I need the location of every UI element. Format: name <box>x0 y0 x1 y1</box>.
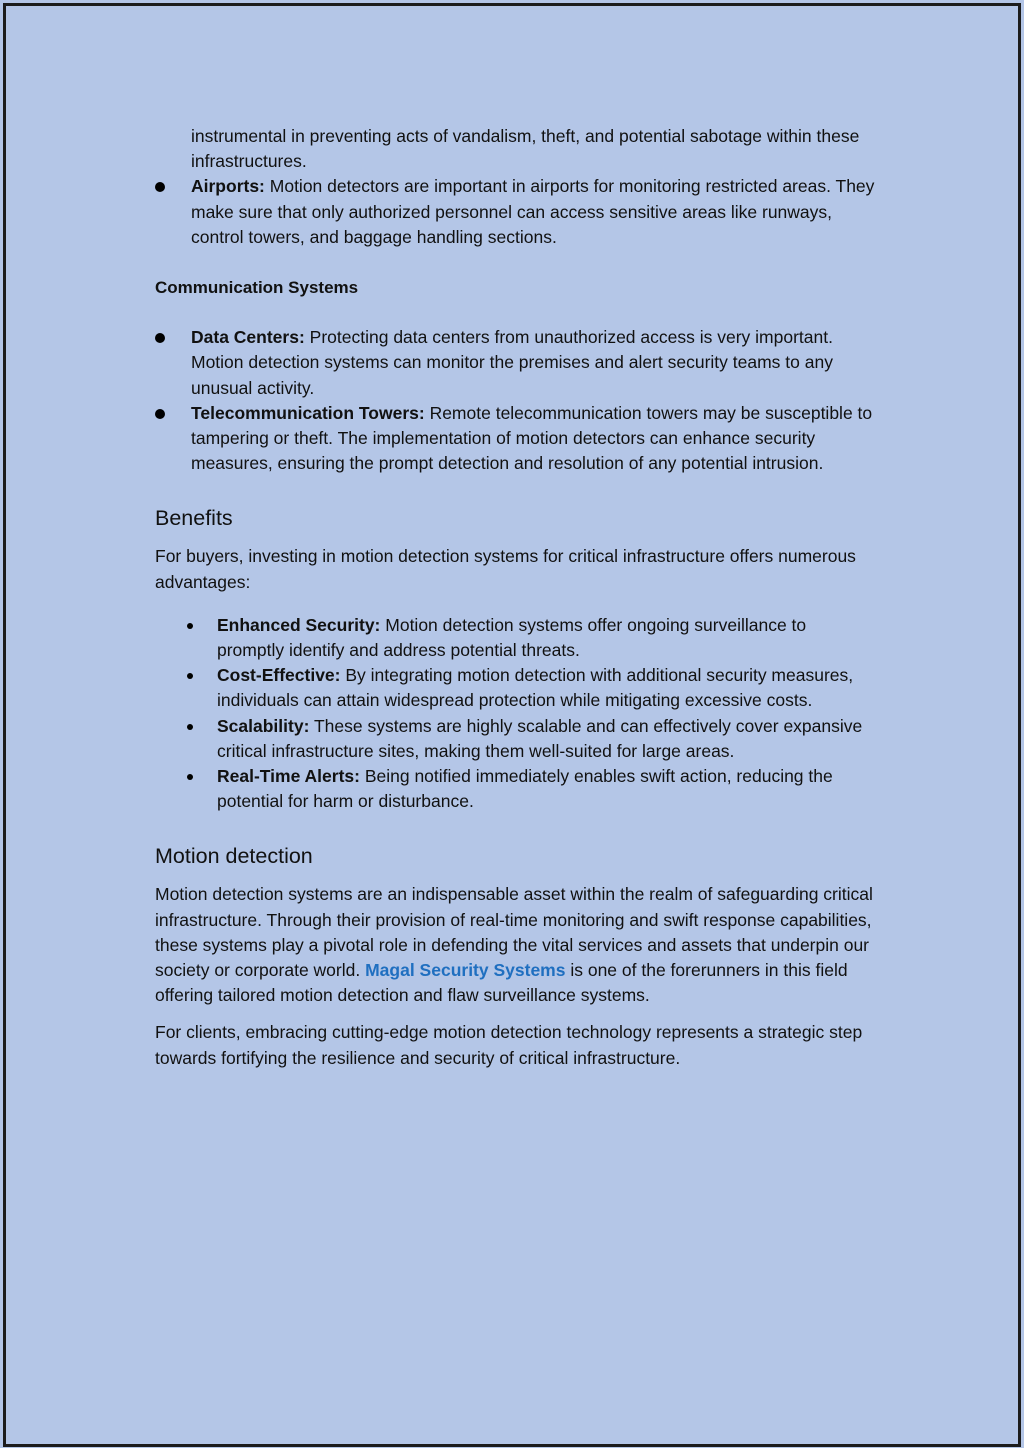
item-text: Protecting data centers from unauthorized access is very important. Motion detection systems can monitor the premises and alert security teams to any unusual activity. <box>191 327 833 398</box>
transport-list <box>155 174 877 250</box>
benefits-intro: For buyers, investing in motion detection systems for critical infrastructure offers numerous advantages: <box>155 546 856 592</box>
bullet-icon <box>187 774 193 780</box>
benefits-heading: Benefits <box>155 506 233 531</box>
motion-detection-heading: Motion detection <box>155 844 313 869</box>
magal-link[interactable]: Magal Security Systems <box>365 960 566 981</box>
item-term: Cost-Effective: <box>217 665 341 686</box>
item-term: Scalability: <box>217 715 310 736</box>
bullet-icon <box>155 333 165 343</box>
bullet-icon <box>187 724 193 730</box>
item-term: Enhanced Security: <box>217 614 381 635</box>
bullet-icon <box>155 409 165 419</box>
benefits-list <box>155 613 877 815</box>
motion-text-before-link: Motion detection systems are an indispensable asset within the realm of safeguarding critical infrastructure. Through their provision of real-time monitoring and swift response capabilities, these systems play a pivotal role in defending the vital services and assets that underpin our society or corporate world. <box>155 884 873 981</box>
list-item-cost-effective <box>155 663 877 713</box>
communication-list <box>155 325 877 476</box>
item-term: Data Centers: <box>191 327 305 348</box>
motion-text-after-link: is one of the forerunners in this field offering tailored motion detection and flaw surveillance systems. <box>155 960 848 1006</box>
item-term: Real-Time Alerts: <box>217 766 360 787</box>
list-item-real-time-alerts <box>155 764 877 814</box>
motion-paragraph-2: For clients, embracing cutting-edge motion detection technology represents a strategic step towards fortifying the resilience and security of critical infrastructure. <box>155 1022 863 1068</box>
item-text: These systems are highly scalable and can effectively cover expansive critical infrastructure sites, making them well-suited for large areas. <box>217 715 863 761</box>
list-item-data-centers <box>155 325 877 401</box>
continuation-text: instrumental in preventing acts of vandalism, theft, and potential sabotage within these infrastructures. <box>191 126 860 172</box>
list-item-scalability <box>155 714 877 764</box>
airports-text: Motion detectors are important in airports for monitoring restricted areas. They make sure that only authorized personnel can access sensitive areas like runways, control towers, and baggage handling sections. <box>191 176 875 247</box>
item-text: By integrating motion detection with additional security measures, individuals can attain widespread protection while mitigating excessive costs. <box>217 665 854 711</box>
list-item-airports <box>155 174 877 250</box>
motion-paragraph-1 <box>155 882 877 1008</box>
list-item-telecom-towers <box>155 401 877 477</box>
bullet-icon <box>187 673 193 679</box>
list-item-enhanced-security <box>155 613 877 663</box>
communication-heading: Communication Systems <box>155 278 359 298</box>
item-text: Remote telecommunication towers may be susceptible to tampering or theft. The implementation of motion detectors can enhance security measures, ensuring the prompt detection and resolution of any potential intrusion. <box>191 402 873 474</box>
item-term: Telecommunication Towers: <box>191 402 425 423</box>
bullet-icon <box>187 623 193 629</box>
airports-term: Airports: <box>191 176 265 197</box>
item-text: Being notified immediately enables swift action, reducing the potential for harm or disturbance. <box>217 766 833 812</box>
document-content <box>155 124 877 1071</box>
bullet-icon <box>155 182 165 192</box>
item-text: Motion detection systems offer ongoing surveillance to promptly identify and address potential threats. <box>217 614 807 661</box>
